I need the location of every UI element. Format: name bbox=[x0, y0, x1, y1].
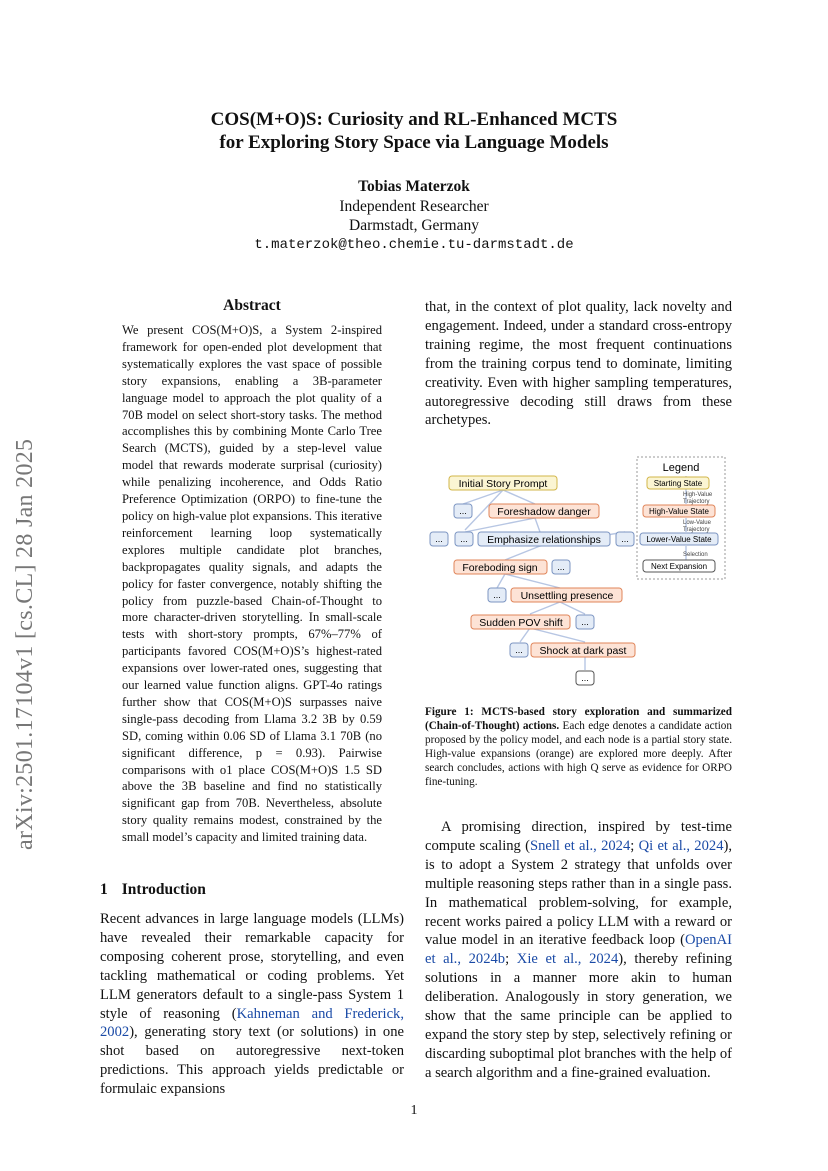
legend-high-trajectory-label-2: Trajectory bbox=[683, 499, 710, 505]
intro-paragraph bbox=[100, 910, 404, 1099]
citation-link[interactable]: Snell et al., 2024 bbox=[529, 837, 631, 854]
legend-title: Legend bbox=[662, 462, 700, 474]
text-span: ), is to adopt a System 2 strategy that unfolds over multiple reasoning steps rather than in a single pass. In mathematical problem-solving, for example, recent works paired a policy LLM with a reward or value model in an iterative feedback loop ( bbox=[425, 837, 733, 949]
page-number: 1 bbox=[410, 1103, 418, 1118]
citation-link[interactable]: Qi et al., 2024 bbox=[638, 837, 724, 854]
legend bbox=[637, 457, 725, 579]
figure-caption bbox=[425, 705, 732, 789]
ellipsis-node-label: ... bbox=[493, 590, 501, 600]
legend-starting-state-label: Starting State bbox=[653, 479, 703, 488]
paper-title bbox=[0, 108, 828, 154]
ellipsis-node-label: ... bbox=[460, 534, 468, 544]
abstract-text: We present COS(M+O)S, a System 2-inspired framework for open-ended plot development that systematically explores the vast space of possible story expansions, enabling a 3B-parameter language model to approach the plot quality of a 70B model on select short-story tasks. The method accomplishes this by combining Monte Carlo Tree Search (MCTS), guided by a step-level value model that rewards moderate surprisal (curiosity) while penalizing incoherence, and Odds Ratio Preference Optimization (ORPO) to fine-tune the policy on high-value plot expansions. This iterative reinforcement learning loop systematically explores multiple candidate plot branches, backpropagates quality signals, and adapts the policy for faster convergence, notably shifting the policy from puzzle-based Chain-of-Thought to more character-driven storytelling. In small-scale tests with short-story prompts, 67%–77% of participants favored COS(M+O)S’s highest-rated expansions over lower-rated ones, suggesting that our learned value function aligns. GPT-4o ratings further show that COS(M+O)S surpasses naive single-pass decoding from Llama 3.2 3B by 0.59 SD, coming within 0.06 SD of Llama 3.1 70B (no significant difference, p = 0.93). Pairwise comparisons with o1 place COS(M+O)S 1.5 SD above the 3B baseline and find no statistically significant gap from 70B. Nevertheless, absolute story quality remains modest, constrained by the small model’s capacity and limited training data. bbox=[122, 323, 382, 845]
mcts-figure bbox=[425, 452, 735, 697]
ellipsis-node-label: ... bbox=[621, 534, 629, 544]
section-number: 1 bbox=[100, 881, 108, 898]
ellipsis-node-label: ... bbox=[459, 506, 467, 516]
caption-bold: MCTS-based story exploration and summarized (Chain-of-Thought) actions. bbox=[425, 706, 732, 732]
ellipsis-node-label: ... bbox=[435, 534, 443, 544]
node-sudden-pov-shift-label: Sudden POV shift bbox=[479, 617, 563, 629]
caption-label: Figure 1: bbox=[425, 706, 474, 718]
legend-lower-value-state-label: Lower-Value State bbox=[646, 535, 712, 544]
legend-low-trajectory-label-2: Trajectory bbox=[683, 527, 710, 533]
right-column-paragraph: that, in the context of plot quality, lack novelty and engagement. Indeed, under a standard cross-entropy training regime, the most frequent continuations from the training corpus tend to dominate, limiting creativity. Even with higher sampling temperatures, autoregressive decoding still draws from these archetypes. bbox=[425, 299, 732, 429]
author-affiliation: Independent Researcher bbox=[339, 198, 489, 215]
title-line-2: for Exploring Story Space via Language Models bbox=[219, 132, 609, 153]
intro-text-a: Recent advances in large language models (LLMs) have revealed their remarkable capacity for composing coherent prose, storytelling, and even tackling mathematical or coding problems. Yet LLM generators default to a single-pass System 1 style of reasoning ( bbox=[100, 911, 404, 1022]
root-node-label: Initial Story Prompt bbox=[458, 478, 548, 490]
author-location: Darmstadt, Germany bbox=[349, 217, 479, 234]
citation-link[interactable]: OpenAI et al., 2024b bbox=[425, 932, 732, 968]
author-name: Tobias Materzok bbox=[358, 178, 470, 195]
section-title: Introduction bbox=[121, 881, 206, 898]
next-expansion-node-label: ... bbox=[581, 673, 589, 683]
abstract-heading: Abstract bbox=[223, 297, 281, 314]
text-span: A promising direction, inspired by test-time compute scaling ( bbox=[425, 819, 732, 854]
legend-low-trajectory-label-1: Low-Value bbox=[683, 520, 711, 526]
node-emphasize-relationships-label: Emphasize relationships bbox=[487, 534, 601, 546]
node-foreshadow-danger-label: Foreshadow danger bbox=[497, 506, 591, 518]
node-unsettling-presence-label: Unsettling presence bbox=[520, 590, 614, 602]
caption-text: Each edge denotes a candidate action proposed by the policy model, and each node is a partial story state. High-value expansions (orange) are explored more deeply. After search concludes, actions with high Q serve as evidence for ORPO fine-tuning. bbox=[425, 720, 732, 788]
intro-text-b: ), generating story text (or solutions) in one shot based on autoregressive next-token predictions. This approach yields predictable or formulaic expansions bbox=[100, 1024, 404, 1098]
text-span: ; bbox=[630, 837, 639, 854]
ellipsis-node-label: ... bbox=[557, 562, 565, 572]
legend-high-value-state-label: High-Value State bbox=[649, 507, 709, 516]
ellipsis-node-label: ... bbox=[581, 617, 589, 627]
legend-selection-label: Selection bbox=[683, 552, 708, 558]
citation-link[interactable]: Kahneman and Frederick, 2002 bbox=[100, 1005, 404, 1041]
title-line-1: COS(M+O)S: Curiosity and RL-Enhanced MCTS bbox=[210, 109, 618, 130]
node-foreboding-sign-label: Foreboding sign bbox=[462, 562, 538, 574]
arxiv-stamp: arXiv:2501.17104v1 [cs.CL] 28 Jan 2025 bbox=[12, 438, 38, 850]
legend-next-expansion-label: Next Expansion bbox=[650, 562, 708, 571]
text-span: ; bbox=[505, 951, 517, 968]
legend-high-trajectory-label-1: High-Value bbox=[683, 492, 713, 498]
text-span: ), thereby refining solutions in a manner more akin to human deliberation. Analogously in story generation, we show that the same principle can be applied to expand the story step by step, selectively refining or discarding suboptimal plot branches with the help of a search algorithm and a fine-grained evaluation. bbox=[425, 951, 732, 1081]
author-email[interactable]: t.materzok@theo.chemie.tu-darmstadt.de bbox=[254, 237, 574, 253]
citation-link[interactable]: Xie et al., 2024 bbox=[516, 951, 619, 968]
ellipsis-node-label: ... bbox=[515, 645, 523, 655]
right-column-paragraph-2 bbox=[425, 818, 732, 1083]
section-heading bbox=[100, 881, 404, 899]
node-shock-at-dark-past-label: Shock at dark past bbox=[539, 645, 627, 657]
